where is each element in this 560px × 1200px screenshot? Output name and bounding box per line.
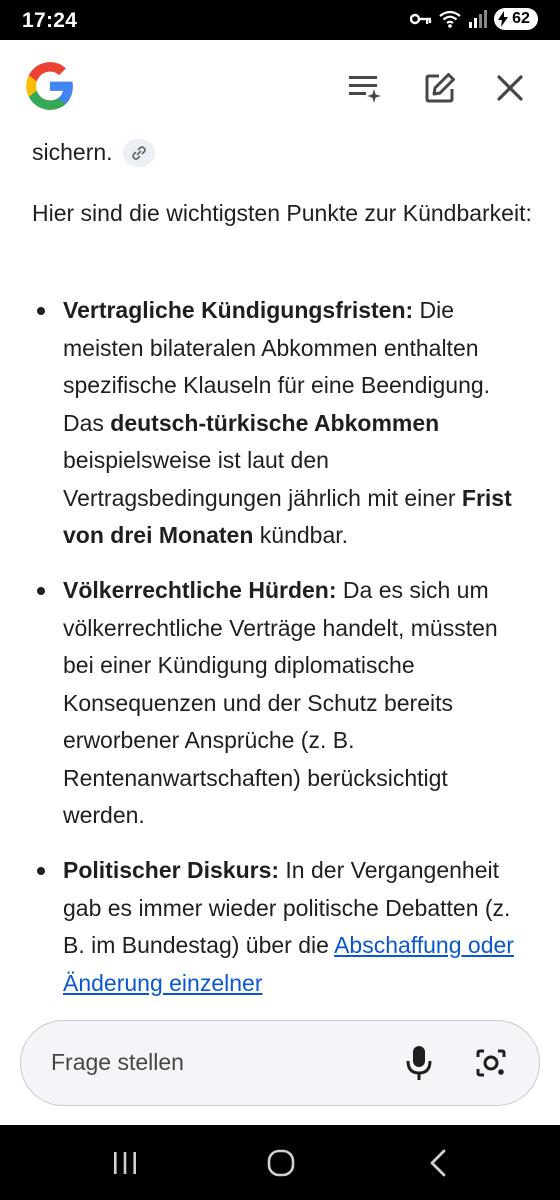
list-item xyxy=(63,572,533,835)
list-item xyxy=(63,852,533,1002)
home-button[interactable] xyxy=(261,1145,301,1181)
bullet-title: Vertragliche Kündigungsfristen: xyxy=(63,297,414,323)
bullet-title: Politischer Diskurs: xyxy=(63,857,280,883)
app-header xyxy=(0,40,560,132)
status-time: 17:24 xyxy=(22,9,78,32)
status-bar xyxy=(0,0,560,40)
inline-source-link[interactable]: Abschaffung oder Änderung einzelner xyxy=(63,932,514,996)
recent-apps-button[interactable] xyxy=(105,1145,145,1181)
wifi-icon xyxy=(438,9,462,29)
back-icon xyxy=(427,1149,449,1177)
list-item xyxy=(63,292,533,555)
bullet-dot xyxy=(37,867,45,875)
queue-sparkle-icon xyxy=(348,73,382,103)
recent-apps-icon xyxy=(112,1151,138,1175)
ask-input[interactable]: Frage stellen xyxy=(51,1049,184,1075)
charging-icon xyxy=(498,11,508,27)
status-icons xyxy=(410,8,538,30)
battery-indicator xyxy=(494,8,538,30)
bullet-text: beispielsweise ist laut den Vertragsbedingungen jährlich mit einer xyxy=(63,447,462,511)
bullet-bold: Frist von drei Monaten xyxy=(63,484,512,548)
bullet-title: Völkerrechtliche Hürden: xyxy=(63,577,337,603)
bullet-text: Da es sich um völkerrechtliche Verträge handelt, müssten bei einer Kündigung diplomatische Konsequenzen und der Schutz bereits erworbener Ansprüche (z. B. Rentenanwartschaften) berücksichtigt werden. xyxy=(63,577,498,828)
close-icon xyxy=(496,74,524,102)
voice-search-button[interactable] xyxy=(399,1043,439,1083)
lens-search-button[interactable] xyxy=(471,1043,511,1083)
home-icon xyxy=(266,1148,296,1178)
lead-text: sichern. xyxy=(32,139,113,165)
queue-sparkle-button[interactable] xyxy=(343,66,387,110)
intro-paragraph: Hier sind die wichtigsten Punkte zur Kündbarkeit: xyxy=(32,200,532,226)
bullet-bold: deutsch-türkische Abkommen xyxy=(110,409,440,436)
answer-content[interactable] xyxy=(0,132,560,1012)
lead-line xyxy=(32,134,155,172)
bullet-text: Die meisten bilateralen Abkommen enthalten spezifische Klauseln für eine Beendigung. Das xyxy=(63,297,491,436)
edit-button[interactable] xyxy=(418,66,462,110)
bullet-text: kündbar. xyxy=(253,522,349,548)
system-nav-bar xyxy=(0,1125,560,1200)
bullet-dot xyxy=(37,587,45,595)
battery-level: 62 xyxy=(512,10,530,27)
link-icon xyxy=(131,145,147,161)
back-button[interactable] xyxy=(418,1145,458,1181)
close-button[interactable] xyxy=(488,66,532,110)
google-logo[interactable] xyxy=(24,60,76,112)
bullet-dot xyxy=(37,307,45,315)
mic-icon xyxy=(406,1045,432,1081)
lens-icon xyxy=(475,1048,507,1078)
ask-input-bar[interactable] xyxy=(20,1020,540,1106)
edit-icon xyxy=(424,72,456,104)
source-link-chip[interactable] xyxy=(123,139,155,167)
bullet-text: In der Vergangenheit gab es immer wieder politische Debatten (z. B. im Bundestag) über die xyxy=(63,857,511,958)
signal-icon xyxy=(468,10,488,28)
key-icon xyxy=(410,12,432,26)
